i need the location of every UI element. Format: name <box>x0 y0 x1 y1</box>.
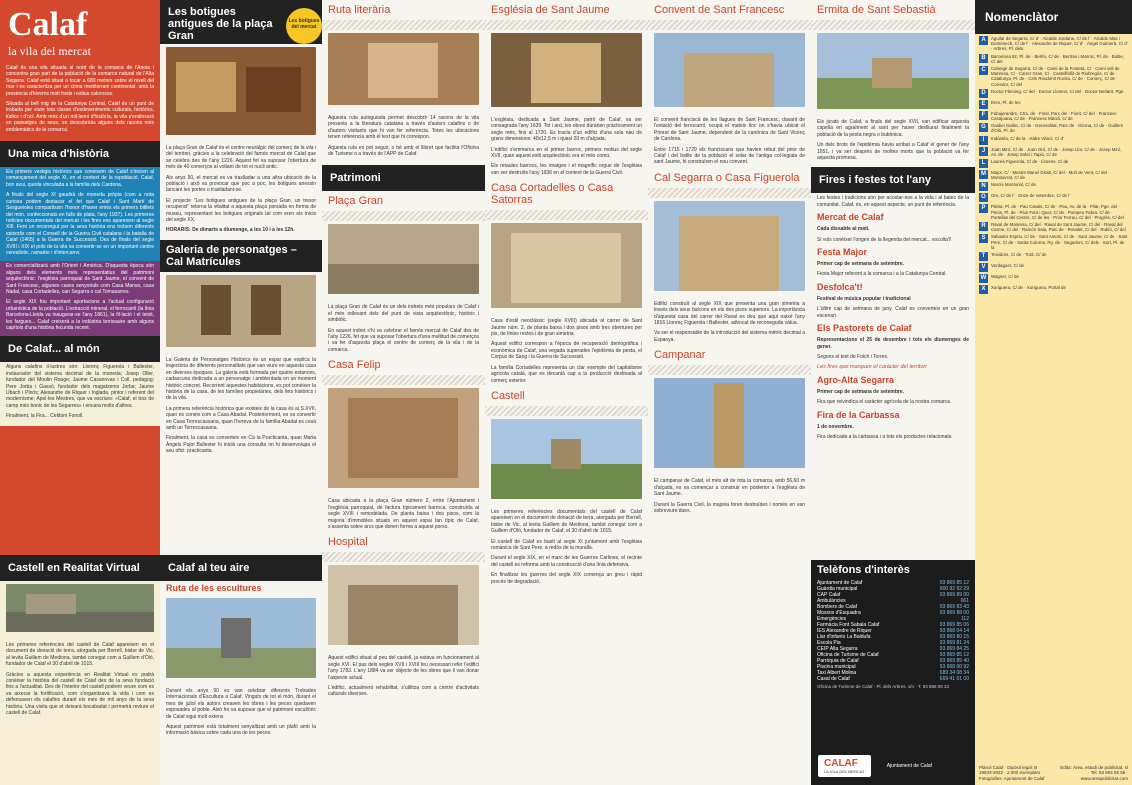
cortadelles-image <box>491 223 642 308</box>
campanar-image <box>654 378 805 468</box>
nomen-group <box>975 109 1132 121</box>
footer-right: Edita: Àrea, estudi de publicitat, sl · Tel. 93 804 55 56 · www.areapublicitat.com <box>1060 764 1128 781</box>
fira-desc: Segons el text de Folch i Torres. <box>817 353 889 360</box>
galeria-p2: La primera referència històrica que existeix de la casa és al S.XVII, quan es coneix com a Casa Abadal. Posteriorment, es va convertir en Casa Torrescassana, quan l'hereva de la família Abadal es casà amb un Torrescassana. <box>166 405 316 431</box>
telefon-label: Emergències <box>817 616 847 622</box>
nomen-letter: P <box>979 204 988 213</box>
santjaume-p3: Els retaules barrocs, les imatges i el magnífic orgue de l'església van ser destruïts l'any 1936 en el context de la Guerra Civil. <box>491 163 642 176</box>
nomen-streets: Barcelona 92, Pl. de · Berlín, C/ de · Bertran i Marroc, Pl. de · Bisbe, C/ del <box>991 53 1124 64</box>
campanar-p1: El campanar de Calaf, el més alt de tota la comarca, amb 56,60 m d'alçada, es va començar a construir en posterior a l'església de Sant Jaume. <box>654 478 805 498</box>
column-literaria <box>322 0 485 785</box>
telefon-number: 669 41 01 00 <box>939 676 969 682</box>
ajuntament-logo: Ajuntament de Calaf <box>886 763 932 769</box>
nomen-letter: R <box>979 222 988 231</box>
galeria-title: Galeria de personatges – Cal Matrícules <box>166 243 297 268</box>
santjaume-title: Església de Sant Jaume <box>491 4 610 16</box>
convent-image <box>654 33 805 107</box>
footer-left: Plànol Calaf · Dipòsit legal: B 19533-2022 · 2.000 exemplars · Fotografies: Ajuntament de Calaf <box>979 764 1045 781</box>
telefons-panel <box>811 560 975 785</box>
nomen-streets: Verdaguer, C/ de <box>991 263 1024 269</box>
nomen-letter: B <box>979 54 988 63</box>
column-nomenclator <box>975 0 1132 785</box>
nomen-letter: F <box>979 111 988 120</box>
castell-title: Castell <box>491 389 525 402</box>
hospital-title: Hospital <box>328 536 368 549</box>
nomen-group <box>975 168 1132 180</box>
cortadelles-p3: La família Cortadelles representa un clar exemple del capitalisme agrícola català, que es decantà cap a la producció destinada al comerç exterior. <box>491 364 642 384</box>
aire-p1: Durant els anys 90 es van celebrar diferents Trobades Internacionals d'Escultura a Calaf. Vinguts de tot el món, durant el mes de juliol els autors creaven les obres i les peces quedaven exposades al poble. Això ho va suposar que el patrimoni escultòric de Calaf sigui molt extens. <box>166 688 316 720</box>
nomen-letter: J <box>979 147 988 156</box>
fira-name: Fira de la Carbassa <box>817 409 900 420</box>
nomen-streets: Raval de Manresa, C/ del · Raval de Sant Jaume, C/ del · Raval del Carme, C/ del · Ramón Sala, Parc de · Rovalet, C/ del · Rubió, C/ del <box>991 222 1126 233</box>
fira-item <box>811 373 975 408</box>
aire-ruta-title: Ruta de les escultures <box>166 583 262 593</box>
telefon-number: 93 869 80 15 <box>939 634 969 640</box>
fires-tagline: Les fires que marquen el caràcter del territori <box>817 364 927 371</box>
realitat-section <box>0 555 160 785</box>
telefon-number: 93 869 85 40 <box>939 658 969 664</box>
telefon-number: 900 92 92 29 <box>939 586 969 592</box>
nomen-letter: A <box>979 36 988 45</box>
telefon-label: Oficina de Turisme de Calaf <box>817 652 879 658</box>
nomen-letter: T <box>979 252 988 261</box>
historia-title: Una mica d'història <box>0 141 160 167</box>
mon-title: De Calaf... al món <box>0 336 160 362</box>
telefon-number: 112 <box>961 616 969 622</box>
felip-image <box>328 388 479 488</box>
historia-p3: Es comercialitzarà amb l'Orient i Amèrica. D'aquesta època són alguns dels elements més representatius del patrimoni arquitectònic: l'església parroquial de Sant Jaume, el convent de Sant Francesc, algunes cases senyorials com Casa Manso, casa Nadal, casa Cortadelles, can Segarra o cal Tomasarres. <box>6 263 154 295</box>
ermita-p1: Els jurats de Calaf, a finals del segle XVII, van edificar aquesta capella en agraïment al sant per haver deslliurat finalment la població de la pesta negra o bubònica. <box>817 119 969 138</box>
fira-when: Primer cap de setmana de setembre. <box>817 388 904 395</box>
literaria-title: Ruta literària <box>328 4 391 16</box>
segarra-title: Cal Segarra o Casa Figuerola <box>654 171 800 184</box>
campanar-p2: Durant la Guerra Civil, la majoria foren destruïdes i només en van sobreviure dues. <box>654 501 805 514</box>
nomen-group <box>975 191 1132 202</box>
telefon-number: 93 869 85 06 <box>939 622 969 628</box>
telefon-number: 93 868 04 14 <box>939 628 969 634</box>
realitat-p2: Gràcies a aquesta experiència en Realitat Virtual es podrà conèixer la història del castell de Calaf des de la seva fundació fins a l'actualitat. Des de l'interior del castell podrem veure com es va aixecar la fortificació, com s'organitzava la vida i com es defensaven els calafins durant els més de mil anys de la seva història. Una visita que et deixarà bocabadat i permetrà reviure el castell de Calaf. <box>6 671 154 717</box>
telefon-label: Casal de Calaf <box>817 676 850 682</box>
fira-name: Agro-Alta Segarra <box>817 374 895 385</box>
historia-p4: El segle XIX fou important aportacions a l'actual configuració urbanística de la població. L'extracció mineral, el ferrocarril (la línia Barcelona-Lleida va inaugurar-se l'any 1861), la fil·lació i el teixit, les fargues... Calaf creixerà a la indústria terrissaire amb alguns capítols d'una història fecunda recent. <box>6 299 154 331</box>
santjaume-image <box>491 33 642 107</box>
nomen-letter: N <box>979 182 988 191</box>
castell-p1: Les primeres referències documentals del castell de Calaf apareixen en el document de donació de terra, atorgada per Borrell, bisbe de Vic, al levita Guillem de Mediona, també conegut com a Guillem d'Oló, fundador de Calaf, el 30 d'abril de 1015. <box>491 508 642 535</box>
literaria-p1: Aquesta ruta autoguiada permet descobrir 14 racons de la vila presents a la literatura catalana a través d'autors calafins o de d'autors visitants que hi van fer referència. Totes les ubicacions tenen referència amb el text que hi correspon. <box>328 115 479 141</box>
nomen-streets: Laureà Figuerola, C/ de · Llorens, C/ de <box>991 159 1069 165</box>
column-santjaume <box>485 0 648 785</box>
telefon-number: 93 869 83 43 <box>939 604 969 610</box>
telefon-number: 93 869 81 24 <box>939 640 969 646</box>
telefon-label: Escola Pia <box>817 640 841 646</box>
intro-paragraph-2: Situada al bell mig de la Catalunya Central, Calaf és un punt de trobada per viure tota classe d'esdeveniments culturals, històrics, lúdics i d'oci. Amb més d'un mil·lenni d'història, la vila s'endinsarà en passatges de seus, on descobriràs alguns dels racons més emblemàtics de la comarca. <box>6 101 154 133</box>
fira-name: Mercat de Calaf <box>817 212 884 223</box>
fira-name: Festa Major <box>817 247 868 258</box>
cortadelles-title: Casa Cortadelles o Casa Satorras <box>491 182 614 207</box>
nomen-letter: E <box>979 100 988 109</box>
telefon-label: Farmàcia Font Sabala Calaf <box>817 622 880 628</box>
nomen-streets: Eres, Pl. de les <box>991 99 1021 105</box>
realitat-title: Castell en Realitat Virtual <box>0 555 160 581</box>
telefon-label: CEIP Alta Segarra <box>817 646 858 652</box>
nomen-streets: Pàtria, Pl. de · Pau Casals, C/ de · Pau, Av. de la · Pilar, Pge. del · Pinós, Pl. de · Pius Font i Quer, C/ de · Pompeu Fabra, C/ de · Portellas del Centre, C/ de les · Prior Ferrau, C/ del · Progrés, C/ del <box>991 204 1124 220</box>
felip-p1: Casa ubicada a la plaça Gran número 2, entre l'Ajuntament i l'església parroquial, de factura típicament barroca, construïda al segle XVIII i remodelada. De planta baixa i dos pisos, com la majoria d'immobles situats en aquest espai tan típic de Calaf, s'assenta sobre arcs que donen forma a aquest porxo. <box>328 498 479 530</box>
telefon-label: Bombers de Calaf <box>817 604 858 610</box>
nomen-group <box>975 261 1132 272</box>
fira-item <box>811 210 975 245</box>
nomen-streets: Gaidiei Gallec, C/ de · Generalitat, Parc de · Girona, C/ de · Guillem d'Oló, Pl. de <box>991 123 1124 134</box>
segarra-p1: Edifici construït al segle XIX que presenta una gran simetria a través dels seus balcons en els dos pisos superiors. La importància d'aquesta casa del carrer del Raval es deu que aquí naixé l'any 1816 Llorenç Figuerola i Ballester, advocat de reconeguda vàlua. <box>654 300 805 327</box>
nomen-streets: Indústria, C/ de la · Isidre Vilaró, C/ d' <box>991 135 1064 141</box>
telefons-office: Oficina de Turisme de Calaf · Pl. dels Arbres, s/n · T. 93 868 08 33 <box>817 684 949 689</box>
nomen-streets: Major, C/ · Mestre Manel Giralt, C/ del · Molí de Vent, C/ del · Montserrat, C/ de <box>991 170 1110 181</box>
ermita-p2: Un dels brots de l'epidèmia havia arribat a Calaf el gener de l'any 1651, i va ser desprès de moltes morts que la població va fer aquesta promesa. <box>817 142 969 162</box>
telefon-label: Taxi Albert Molina <box>817 670 857 676</box>
telefon-label: Guàrdia municipal <box>817 586 858 592</box>
fira-item <box>811 245 975 280</box>
nomen-streets: Narcís Monturiol, C/ de <box>991 182 1036 188</box>
nomen-group <box>975 220 1132 232</box>
fira-item <box>811 280 975 321</box>
patrimoni-title: Patrimoni <box>322 165 485 191</box>
literaria-image <box>328 33 479 105</box>
brand-title: Calaf <box>8 6 88 43</box>
fira-when: 1 de novembre. <box>817 423 854 430</box>
brand-subtitle: la vila del mercat <box>8 44 91 58</box>
intro-paragraph-1: Calaf és una vila situada al nord de la comarca de l'Anoia i concentra gran part de la població de la comarca natural de l'Alta Segarra. Calaf està situat a tocar a 680 metres sobre el nivell del mar i es caracteritza per un clima mediterrani continental, amb la presència d'hiverns molt freds i estius calorosos. <box>6 65 154 97</box>
realitat-image <box>6 584 154 632</box>
historia-p2: A finals del segle XI gaudirà de moneda pròpia (com a nota curiosa podem destacar el fet que Calaf i Sant Martí de Sesgueioles compartissin l'honor d'haver emès els primers bitllets del món, confeccionats en fulls de plata, l'any 1937). Les primeres notícies documentals del mercat i les fires ens apareixen al segle XIII. Fent un recorregut per la seva història ens trobem diferents episodis com el Consell de la Guerra Civil catalana i la batalla de Calaf (1465) a la Guerra de Successió. Des de finals del segle XVIII i XIX el pols de la vila va convertir-se en un important centre cerealístic, ramader i d'intercanvi. <box>6 192 154 256</box>
telefon-number: 93 869 89 00 <box>939 592 969 598</box>
castell-p4: En finalitzar les guerres del segle XIX comença un greu i ràpid procés de degradació. <box>491 572 642 585</box>
cortadelles-p1: Casa d'estil neoclàssic (segle XVIII) ubicada al carrer de Sant Jaume núm. 2, de planta baixa i dos pisos amb tres obertures per pis, de línies rectes i de gran simetria. <box>491 318 642 338</box>
fira-desc: Fira que reivindica el caràcter agrícola de la nostra comarca. <box>817 399 952 406</box>
telefon-label: Parròquia de Calaf <box>817 658 859 664</box>
segarra-p2: Va ser el responsable de la introducció del sistema mètric decimal a Espanya. <box>654 330 805 343</box>
aire-p2: Aquest patrimoni està totalment senyalitzat amb un plafó amb la informació bàsica sobre cada una de les peces. <box>166 724 316 737</box>
galeria-image <box>166 275 316 347</box>
hospital-p2: L'edifici, actualment rehabilitat, s'utilitza com a centre d'activitats culturals diverses. <box>328 684 479 698</box>
mon-p1: Alguns calafins il·lustres són: Llorenç Figuerola i Ballester, instaurador del sistema decimal de la moneda; Josep Oller, fundador del Moulin Rouge; Jaume Casanovas i Coll, pedagog; Pere Jorba i Gassó, fundador dels magatzems Jorba; Jaume Ubach i Pinós; Alexandre de Riquer i Inglada, pintor i referent del modernisme; Apel·les Mestres, que va escriure: «Calaf, el tros de camp més bonic de les Segarres» i encara molts d'altres. <box>6 364 154 409</box>
nomen-letter: M <box>981 171 986 178</box>
nomen-group <box>975 121 1132 133</box>
telefon-number: 93 869 84 25 <box>939 646 969 652</box>
castell-p3: Durant el segle XIX, en el marc de les Guerres Carlines, el recinte del castell es reforma amb la construcció d'una línia defensiva. <box>491 555 642 568</box>
nomen-letter: L <box>979 159 988 168</box>
telefon-label: IES Alexandre de Riquer <box>817 628 872 634</box>
nomen-list <box>975 34 1132 294</box>
calaf-logo: CALAF LA VILA DEL MERCAT <box>818 755 871 777</box>
nomen-streets: Calonge de Segarra, C/ de · Camí de la Fonteta, C/ · Camí vell de Manresa, C/ · Carrer Gran, C/ · Castellfollit de Riubregós, C/ de · Catalunya, Pl. de · Cels Roudonit Rovira, C/ de · Comerç, C/ de · Corredor, C/ del <box>991 66 1120 87</box>
nomen-letter: I <box>979 136 988 145</box>
telefon-label: Piscina municipal <box>817 664 856 670</box>
historia-p1: Els primers vestigis històrics que coneixem de Calaf s'inicien al començament del segle XI, en el context de la repoblació. Calaf, bon avui, queda vinculada a la família dels Cardona. <box>6 169 154 188</box>
nomen-letter: C <box>979 66 988 75</box>
nomen-group <box>975 64 1132 87</box>
telefon-number: 93 869 88 00 <box>939 610 969 616</box>
santjaume-p1: L'església, dedicada a Sant Jaume, patró de Calaf, va ser consagrada l'any 1639. Tot i així, les obres durarien pràcticament un segle més, fins al 1720. Es tracta d'un edifici d'una sola nau de grans dimensions: 40x12,5 m i quasi 20 m d'alçada. <box>491 117 642 143</box>
fira-name: Desfolca't! <box>817 281 863 292</box>
nomen-group <box>975 157 1132 168</box>
castell-image <box>491 419 642 499</box>
fires-title: Fires i festes tot l'any <box>811 167 975 193</box>
telefon-number: 061 <box>960 598 969 604</box>
nomen-streets: Fabajerandre, Ctra. de · Final, Parc del · Fiorit, C/ del · Francesc Casajoana, C/ de · Francesc Macià, C/ de <box>991 110 1117 122</box>
placa-image <box>328 224 479 294</box>
telefon-label: Ambulàncies <box>817 598 846 604</box>
felip-title: Casa Felip <box>328 359 381 372</box>
fira-when: Festival de música popular i tradicional <box>817 295 911 302</box>
fira-when: Cada dissabte al matí. <box>817 226 870 233</box>
nomen-footer <box>979 765 1128 782</box>
telefon-number: 93 868 00 92 <box>939 664 969 670</box>
telefons-title: Telèfons d'interès <box>817 564 910 576</box>
telefon-number: 689 34 08 34 <box>939 670 969 676</box>
convent-title: Convent de Sant Francesc <box>654 4 785 16</box>
botigues-horaris: HORARIS: De dimarts a diumenge, a les 10 i a les 12h. <box>166 227 295 234</box>
botigues-badge: Les botigues del mercat <box>286 8 322 44</box>
realitat-p1: Les primeres referències del castell de Calaf apareixen en el document de donació de terra, atorgada per Borrell, bisbe de Vic, al levita Guillem de Mediona, també conegut com a Guillem d'Oló, fundador de Calaf el 30 d'abril de 1015. <box>6 642 154 668</box>
telefon-number: 93 869 85 12 <box>939 652 969 658</box>
nomen-streets: Xuriguera, C/ de · Xuriguera, Portal de <box>991 285 1066 291</box>
nomen-letter: W <box>980 275 987 282</box>
ermita-title: Ermita de Sant Sebastià <box>817 4 936 16</box>
nomen-title: Nomenclàtor <box>975 0 1132 34</box>
nomen-group <box>975 232 1132 250</box>
fira-desc: Si vols conèixer l'origen de la llegenda del mercat... escolta'l! <box>817 236 952 243</box>
nomen-group <box>975 87 1132 98</box>
castell-p2: El castell de Calaf es basti al segle XI juntament amb l'església romànica de Sant Pere, a redós de la muralla. <box>491 538 642 551</box>
telefons-list <box>811 580 975 682</box>
nomen-group <box>975 250 1132 261</box>
nomen-letter: X <box>979 285 988 294</box>
placa-title: Plaça Gran <box>328 195 384 208</box>
nomen-group <box>975 180 1132 191</box>
botigues-p3: El projecte "Les botigues antigues de la plaça Gran, un tresor recuperat" retorna la vitalitat a aquesta plaça porxada en forma de museu, representant les botigues originals tal com eren els inicis del segle XX. <box>166 197 316 224</box>
placa-p2: En aquest indret s'hi va celebrar el famós mercat de Calaf des de l'any 1226, fet que va suposar l'obertura d'una multitud de comerços i va fer d'aquesta plaça el centre de comerç de la vila i de la comarca. <box>328 327 480 353</box>
nomen-group <box>975 52 1132 64</box>
literaria-p2: Aquesta ruta es pot seguir, o bé amb el llibret que facilita l'Oficina de Turisme o a través de l'APP de Calaf. <box>328 144 479 158</box>
fira-desc: Fira dedicada a la carbassa i a tots els productes relacionats. <box>817 433 953 440</box>
mon-p2: Finalment, la Fira... Celdoni Fonoll. <box>6 413 84 420</box>
escultures-image <box>166 598 316 678</box>
telefon-label: CAP Calaf <box>817 592 841 598</box>
fira-desc: Festa Major referent a la comarca i a la Catalunya Central. <box>817 271 947 278</box>
botigues-p2: Als anys 50, el mercat es va traslladar a una altra ubicació de la població i això va provocar que poc a poc, les botigues anessin tancant les portes o traslladant-se. <box>166 174 316 194</box>
fires-list <box>811 210 975 442</box>
galeria-p1: La Galeria de Personatges Històrics és un espai que explica la trajectòria de diferents personalitats que van viure en aquesta casa en diverses èpoques. La galeria està formada per quatre estances, cadascuna dedicada a un personatge i ambientada en un moment històric concret. Recorrent aquestes habitacions, es pot conèixer la història de la casa, de les famílies propietàries, dels fets històrics i de la vila. <box>166 356 316 402</box>
convent-p2: Entre 1715 i 1729 els franciscans que havien rebut del prior de Calaf i del batlle de la població el solar de l'antiga col·legiata de sant Jaume, hi construïren el nou convent. <box>654 146 805 166</box>
segarra-image <box>654 201 805 291</box>
nomen-group <box>975 34 1132 52</box>
botigues-title: Les botigues antigues de la plaça Gran <box>168 6 273 42</box>
nomen-letter: V <box>979 263 988 272</box>
santjaume-p2: L'edifici s'emmarca en el primer barroc, primers motius del segle XVII, quan aquest estil arquitectònic era el més comú. <box>491 146 642 160</box>
nomen-group <box>975 272 1132 283</box>
nomen-letter: S <box>979 234 988 243</box>
telefon-label: Mossos d'Esquadra <box>817 610 861 616</box>
column-convent <box>648 0 811 785</box>
fira-name: Els Pastorets de Calaf <box>817 323 912 334</box>
nomen-group <box>975 134 1132 145</box>
botigues-image <box>166 47 316 135</box>
nomen-streets: Wagner, C/ de <box>991 274 1019 280</box>
fira-item <box>811 321 975 362</box>
cortadelles-p2: Aquest edifici correspon a l'època de recuperació demogràfica i econòmica de Calaf, una vegada superades l'epidèmia de pesta, el Corpus de Sang i la Guerra de Successió. <box>491 341 642 361</box>
telefon-label: Llar d'infants La Baldufa <box>817 634 871 640</box>
nomen-streets: Salvador Espriu, C/ de · Sant Antoni, C/ de · Sant Jaume, C/ de · Sant Pere, C/ de · Santa Coloma, Pg. de · Segadors, C/ dels · Sort, Pl. de la <box>991 234 1128 250</box>
nomen-streets: Aguilar de Segarra, C/ d' · Alcalde Jordana, C/ de l' · Alcalde Mas i Domènech, C/ de l' · Alexandre de Riquer, C/ d' · Àngel Guimerà, C/ d' · Arbres, Pl. dels <box>991 36 1128 52</box>
placa-p1: La plaça Gran de Calaf és un dels indrets més populars de Calaf i el més rellevant dels del punt de vista arquitectònic, històric i simbòlic. <box>328 304 479 324</box>
nomen-group <box>975 202 1132 220</box>
nomen-letter: D <box>979 89 988 98</box>
fires-p1: Les festes i tradicions són per acostar-nos a la vida i al batec de la comunitat. Calaf, és, en aquest aspecte, un punt de referència. <box>817 195 969 208</box>
aire-title: Calaf al teu aire <box>160 555 322 581</box>
fira-item <box>811 408 975 443</box>
hospital-image <box>328 565 479 645</box>
telefon-number: 93 869 85 12 <box>939 580 969 586</box>
nomen-streets: Teixidors, C/ de · Torà, C/ de <box>991 252 1047 258</box>
nomen-group <box>975 283 1132 294</box>
ermita-image <box>817 33 969 109</box>
aire-section <box>160 555 322 785</box>
nomen-streets: Doctor Fleming, C/ del · Doctor Llorens, C/ del · Doctor Berlant, Pge. <box>991 88 1125 94</box>
logos <box>818 755 932 777</box>
nomen-group <box>975 145 1132 157</box>
telefon-label: Ajuntament de Calaf <box>817 580 863 586</box>
campanar-title: Campanar <box>654 349 706 362</box>
galeria-p3: Finalment, la casa es converteix en Ca la Practicanta, quan Maria Àngels Pujol Ballester hi inicià una consulta on hi desenvolupa el seu ofici: practicanta. <box>166 435 316 455</box>
nomen-streets: Om, C/ de l' · Onze de setembre, C/ de l' <box>991 193 1071 199</box>
nomen-streets: Joan Miró, C/ de · Joan Oró, C/ de · Josep Llor, C/ de · Josep Miró, Av. de · Josep Soler i Tapió, C/ de <box>991 146 1122 157</box>
nomen-group <box>975 98 1132 109</box>
nomen-letter: G <box>979 123 988 132</box>
botigues-p1: La plaça Gran de Calaf és el centre neuràlgic del comerç de la vila i del territori, gràcies a la celebració del famós mercat de Calaf que se celebra des de l'any 1226. Aquest fet va suposar l'obertura de més de 40 comerços al voltant de tot el nucli antic. <box>166 145 316 171</box>
hospital-p1: Aquest edifici situat al peu del castell, ja estava en funcionament al segle XVI. El pas dels segles XVII i XVIII feu necessari refer l'edifici l'any 1783. L'any 1884 va ser objecte de les obres que li van donar l'aspecte actual. <box>328 655 479 681</box>
fira-when: Primer cap de setmana de setembre. <box>817 261 904 268</box>
convent-p1: El convent franciscà de les Ilagues de Sant Francesc, davant de l'estació del ferrocarril, ocupà el mateix lloc on s'havia ubicat el Priorat de Sant Jaume, dependent de la canònica de Sant Vicenç de Cardona. <box>654 117 805 143</box>
fira-when: Representacions el 25 de desembre i tots els diumenges de gener. <box>817 337 969 350</box>
nomen-letter: O <box>979 193 988 202</box>
fira-desc: L'últim cap de setmana de juny. Calaf es converteix en un gran escenari. <box>817 306 969 319</box>
